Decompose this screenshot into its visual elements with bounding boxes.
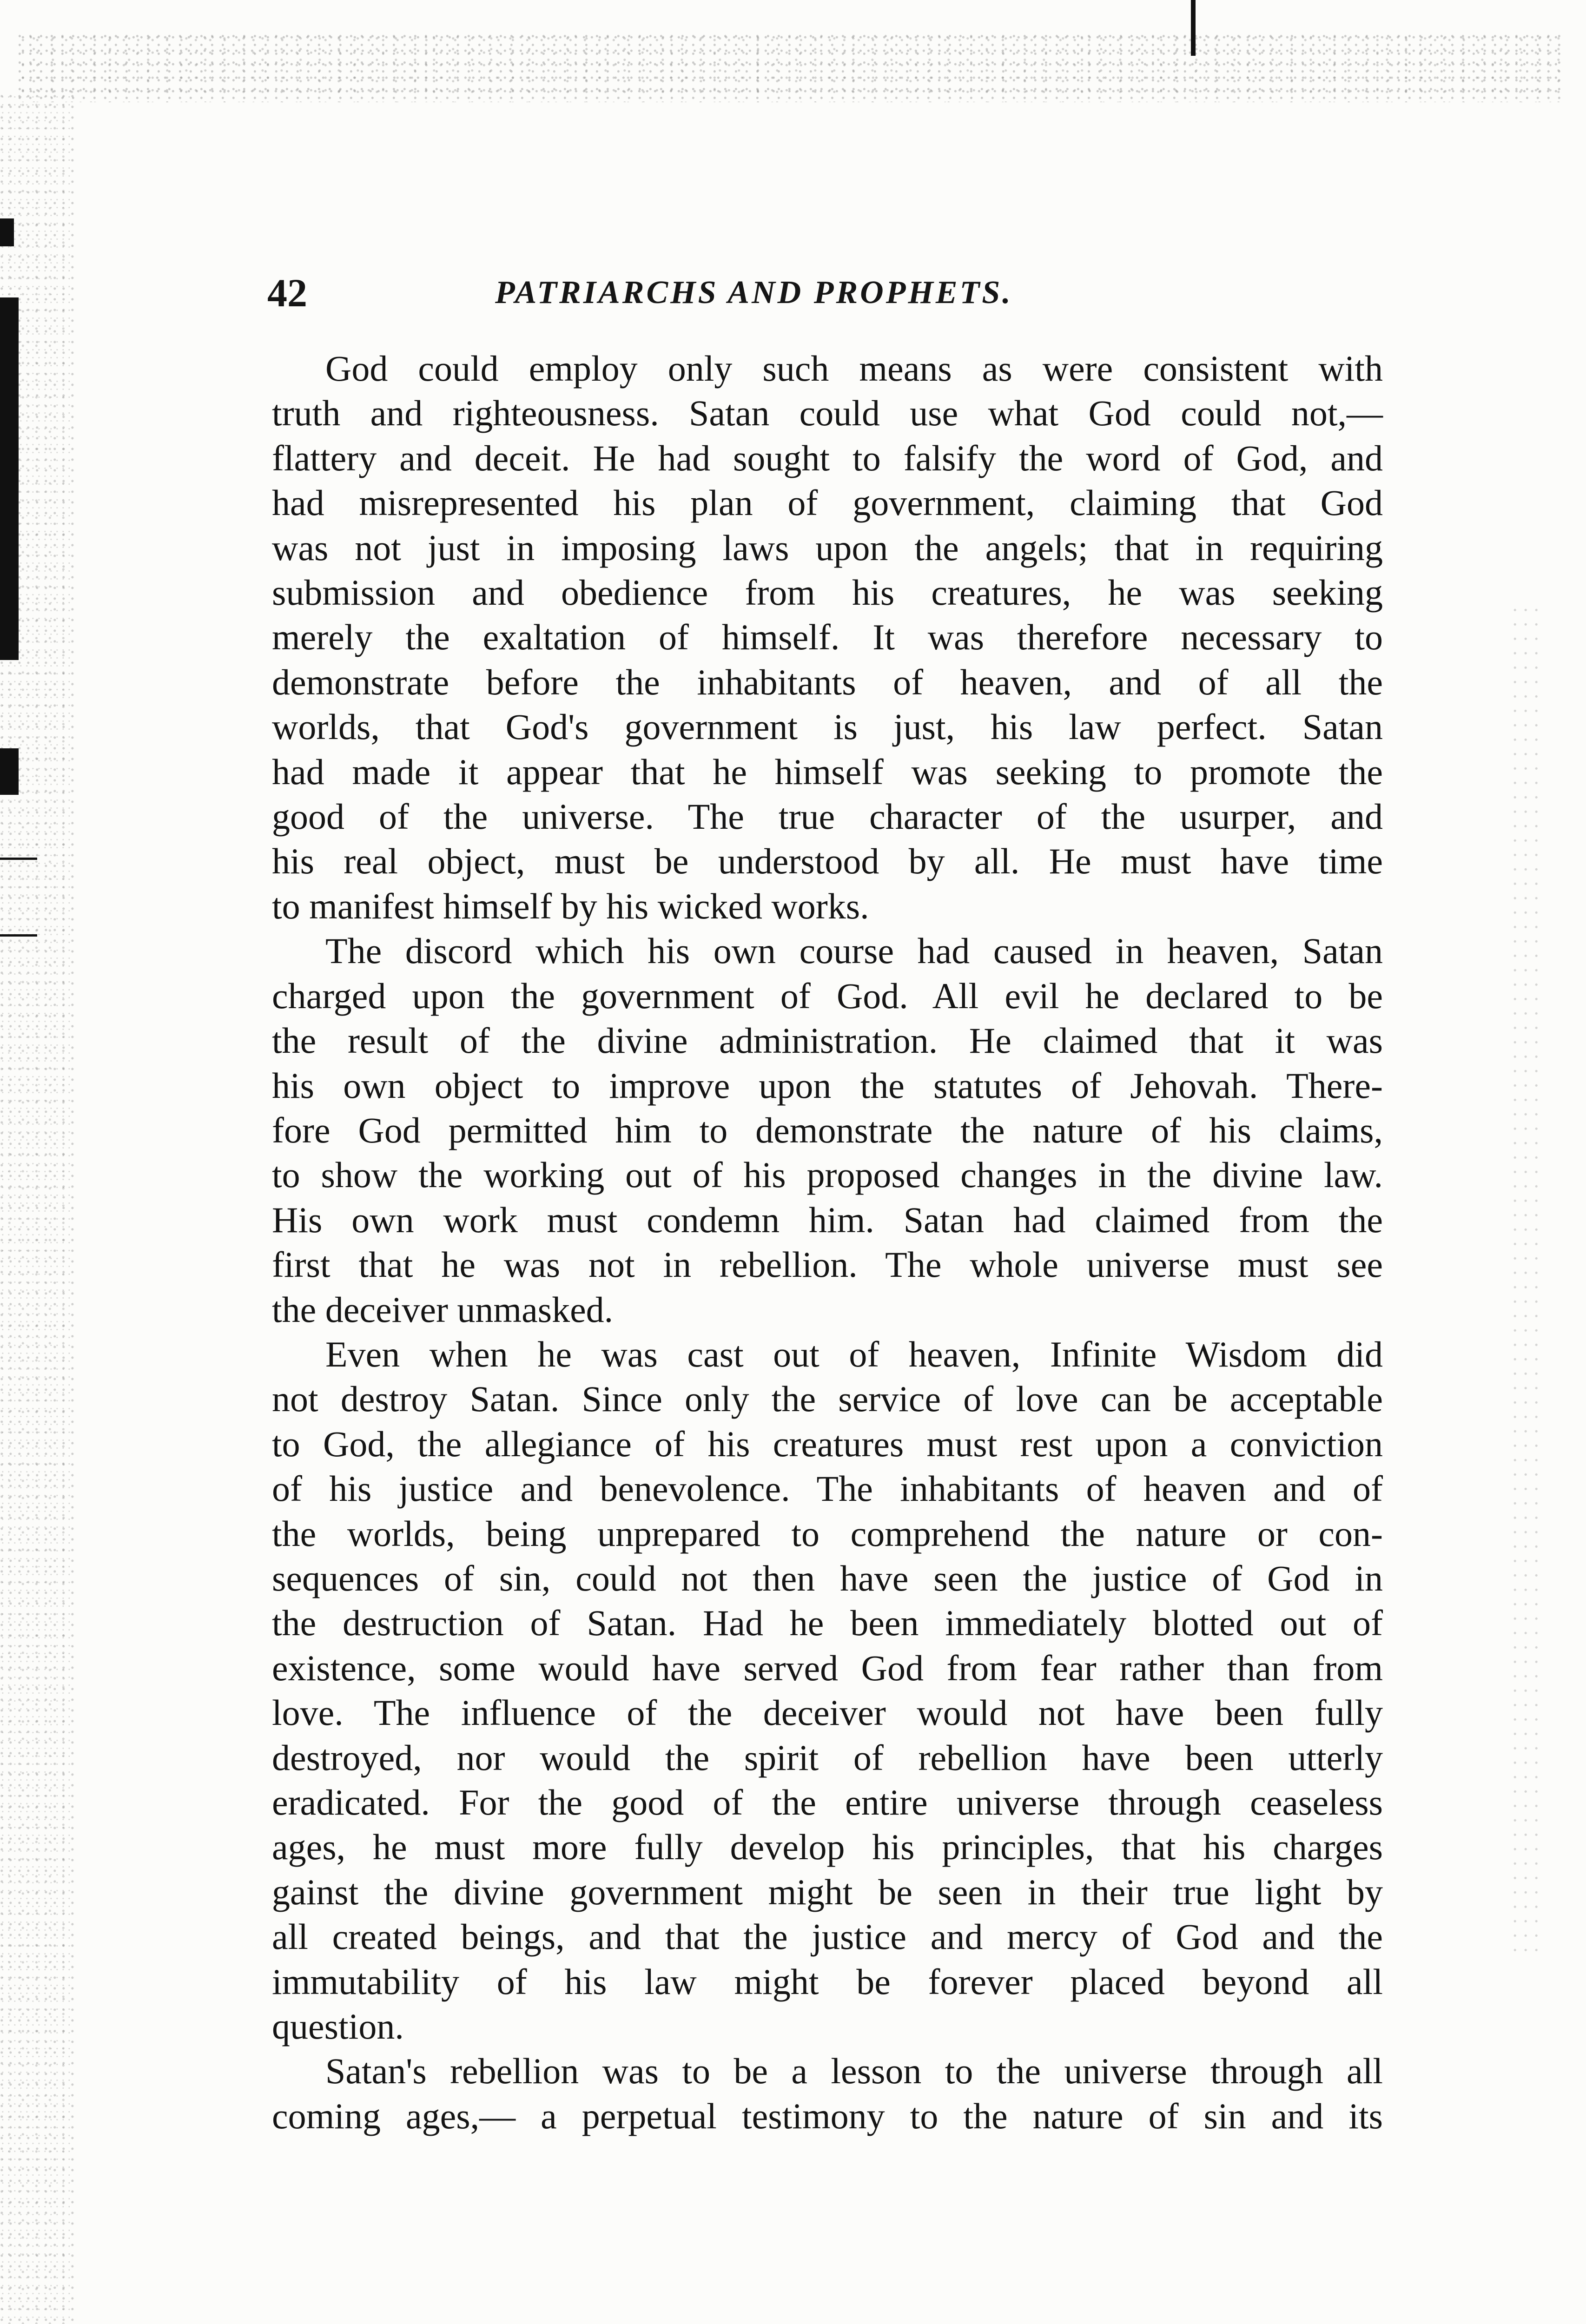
paragraph-4 [272,2049,1383,2139]
text-line: the deceiver unmasked. [272,1289,614,1330]
text-line: question. [272,2006,404,2047]
text-line: gainst the divine government might be seen in their true light by [272,1871,1383,1912]
text-line: to God, the allegiance of his creatures must rest upon a conviction [272,1423,1383,1464]
text-line: Satan's rebellion was to be a lesson to the universe through all [325,2051,1383,2092]
text-line: first that he was not in rebellion. The whole universe must see [272,1244,1383,1285]
scan-noise-right [1511,604,1539,1952]
running-title: PATRIARCHS AND PROPHETS. [495,275,1013,310]
text-line: all created beings, and that the justice and mercy of God and the [272,1916,1383,1957]
paragraph-2 [272,929,1383,1332]
text-line: flattery and deceit. He had sought to falsify the word of God, and [272,437,1383,478]
text-line: the destruction of Satan. Had he been immediately blotted out of [272,1603,1383,1644]
text-line: was not just in imposing laws upon the angels; that in requiring [272,527,1383,568]
text-line: His own work must condemn him. Satan had claimed from the [272,1199,1383,1240]
text-line: worlds, that God's government is just, his law perfect. Satan [272,706,1383,747]
binding-shadow-bar [0,297,19,660]
paragraph-1 [272,346,1383,929]
page-header [267,267,1392,318]
text-line: ages, he must more fully develop his principles, that his charges [272,1827,1383,1868]
text-line: immutability of his law might be forever placed beyond all [272,1961,1383,2002]
page-number: 42 [267,271,307,315]
text-line: the result of the divine administration. He claimed that it was [272,1020,1383,1061]
text-line: had made it appear that he himself was seeking to promote the [272,751,1383,792]
binding-shadow-bar [0,748,19,795]
text-line: good of the universe. The true character of the usurper, and [272,796,1383,837]
scan-noise-top [19,33,1562,102]
text-line: sequences of sin, could not then have seen the justice of God in [272,1558,1383,1598]
text-line: coming ages,— a perpetual testimony to the nature of sin and its [272,2095,1383,2136]
text-line: love. The influence of the deceiver would not have been fully [272,1692,1383,1733]
text-line: demonstrate before the inhabitants of heaven, and of all the [272,661,1383,702]
text-line: of his justice and benevolence. The inhabitants of heaven and of [272,1468,1383,1509]
scan-tick-mark [1191,0,1196,56]
text-line: existence, some would have served God from fear rather than from [272,1647,1383,1688]
text-line: not destroy Satan. Since only the service of love can be acceptable [272,1379,1383,1419]
text-line: to show the working out of his proposed changes in the divine law. [272,1155,1383,1195]
text-line: God could employ only such means as were consistent with [325,348,1383,389]
text-line: to manifest himself by his wicked works. [272,885,869,926]
binding-shadow-bar [0,934,37,937]
text-line: his own object to improve upon the statutes of Jehovah. There- [272,1065,1383,1106]
text-line: truth and righteousness. Satan could use what God could not,— [272,393,1383,434]
text-line: destroyed, nor would the spirit of rebellion have been utterly [272,1737,1383,1778]
paragraph-3 [272,1332,1383,2049]
text-line: his real object, must be understood by all. He must have time [272,841,1383,882]
binding-shadow-bar [0,218,14,246]
text-line: the worlds, being unprepared to comprehend the nature or con- [272,1513,1383,1554]
binding-shadow-bar [0,858,37,860]
text-line: Even when he was cast out of heaven, Infinite Wisdom did [325,1334,1383,1374]
text-line: The discord which his own course had caused in heaven, Satan [325,931,1383,971]
text-line: submission and obedience from his creatures, he was seeking [272,572,1383,613]
text-line: had misrepresented his plan of government, claiming that God [272,482,1383,523]
text-line: merely the exaltation of himself. It was therefore necessary to [272,617,1383,658]
body-text [272,346,1383,2139]
text-line: eradicated. For the good of the entire universe through ceaseless [272,1782,1383,1822]
text-line: fore God permitted him to demonstrate the nature of his claims, [272,1109,1383,1150]
text-line: charged upon the government of God. All evil he declared to be [272,975,1383,1016]
